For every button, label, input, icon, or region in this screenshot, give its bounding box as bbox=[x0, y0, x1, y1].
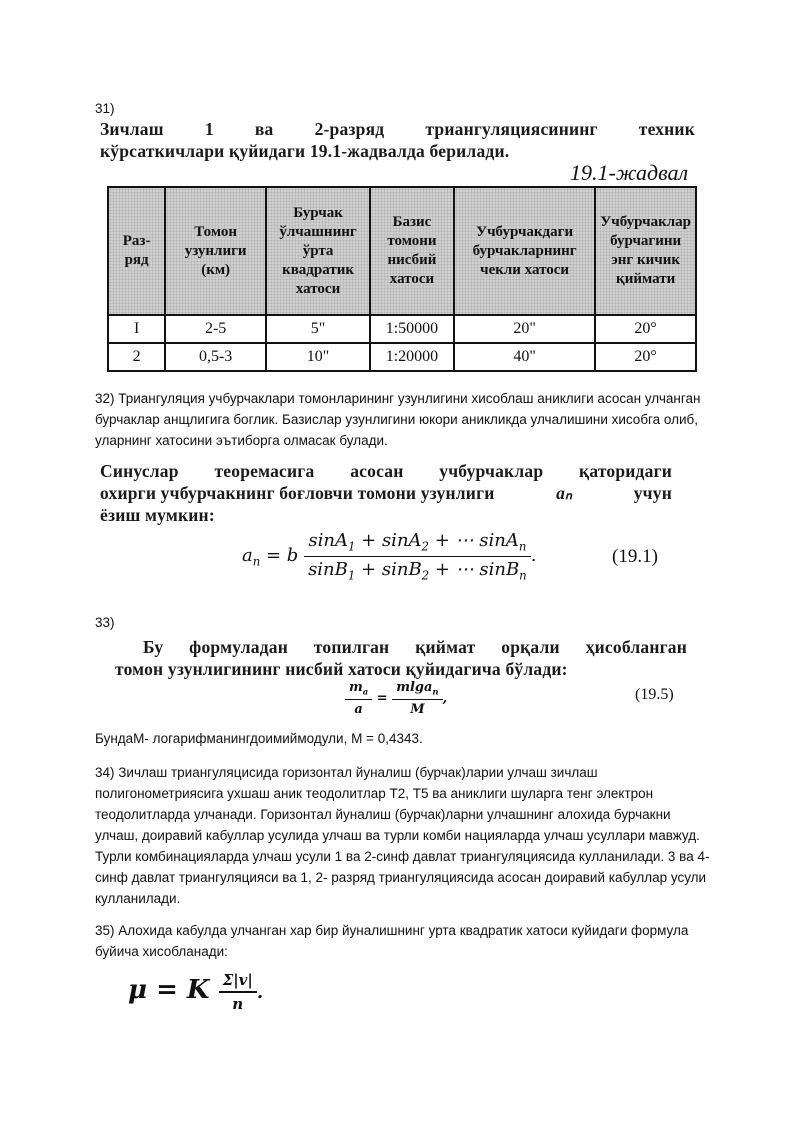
scanned-heading-1-line2: кўрсаткичлари қуйидаги 19.1-жадвалда берилади. bbox=[100, 141, 510, 161]
header-cell: Бурчак ўлчашнинг ўрта квадратик хатоси bbox=[266, 187, 370, 315]
item-number-31: 31) bbox=[95, 101, 115, 116]
header-cell: Раз-ряд bbox=[108, 187, 165, 315]
table-cell: 20° bbox=[595, 343, 696, 371]
formula-19-5: $\frac{m_a}{a}$ = $\frac{mlga_n}{M}$ , bbox=[345, 680, 447, 717]
paragraph-32: 32) Триангуляция учбурчаклари томонларининг узунлигини хисоблаш аниклиги асосан улчанган бурчаклар анщлигига боглик. Базислар узунлигини юкори аникликда улчалишини хисобга олиб, уларнинг хатосини эътиборга олмасак булади. bbox=[95, 391, 701, 448]
header-cell: Базис томони нисбий хатоси bbox=[370, 187, 454, 315]
scanned-text-2-line3: ёзиш мумкин: bbox=[100, 505, 215, 525]
table-caption: 19.1-жадвал bbox=[570, 160, 689, 185]
scanned-heading-1 bbox=[100, 118, 695, 162]
scanned-text-2-line2-end: учун bbox=[633, 483, 672, 503]
scanned-text-2 bbox=[100, 460, 672, 526]
header-cell: Учбурчаклар бурчагини энг кичик қиймати bbox=[595, 187, 696, 315]
table-cell: 0,5-3 bbox=[165, 343, 266, 371]
table-cell: 20° bbox=[595, 315, 696, 343]
scanned-text-2-line2 bbox=[100, 482, 672, 504]
item-number-33: 33) bbox=[95, 615, 115, 630]
table-cell: 20" bbox=[454, 315, 595, 343]
scanned-text-3-line2: томон узунлигининг нисбий хатоси қуйидагича бўлади: bbox=[115, 659, 568, 679]
formula-19-1: $a_n = b$ $\frac{\sin A_1 + \sin A_2 + \cdots \sin A_n}{\sin B_1 + \sin B_2 + \cdots \sin B_n}$ . bbox=[242, 530, 537, 583]
scanned-text-3-line1: Бу формуладан топилган қиймат орқали ҳисобланган bbox=[143, 637, 687, 657]
table-cell: I bbox=[108, 315, 165, 343]
scanned-text-3 bbox=[115, 636, 687, 680]
table-cell: 1:50000 bbox=[370, 315, 454, 343]
equation-label-19-1: (19.1) bbox=[612, 546, 658, 567]
triangulation-table bbox=[107, 186, 697, 372]
scanned-heading-1-line1: Зичлаш 1 ва 2-разряд триангуляциясининг техник bbox=[100, 119, 695, 139]
header-cell: Томон узунлиги (км) bbox=[165, 187, 266, 315]
scanned-text-2-line1: Синуслар теоремасига асосан учбурчаклар қаторидаги bbox=[100, 461, 672, 481]
table-cell: 2-5 bbox=[165, 315, 266, 343]
paragraph-bunda: БундаМ- логарифманингдоимиймодули, М = 0,4343. bbox=[95, 731, 423, 746]
table-cell: 40" bbox=[454, 343, 595, 371]
table-header-row bbox=[108, 187, 696, 315]
table-cell: 1:20000 bbox=[370, 343, 454, 371]
table-cell: 5" bbox=[266, 315, 370, 343]
table-row bbox=[108, 343, 696, 371]
table-cell: 2 bbox=[108, 343, 165, 371]
equation-label-19-5: (19.5) bbox=[635, 686, 674, 703]
formula-mu: μ = K $\frac{\Sigma|v|}{n}$ . bbox=[128, 971, 264, 1013]
scanned-text-2-line2-text: охирги учбурчакнинг боғловчи томони узунлиги bbox=[100, 483, 495, 503]
paragraph-35: 35) Алохида кабулда улчанган хар бир йуналишнинг урта квадратик хатоси куйидаги формула буйича хисобланади: bbox=[95, 923, 689, 959]
table-row bbox=[108, 315, 696, 343]
paragraph-34: 34) Зичлаш триангуляцисида горизонтал йуналиш (бурчак)ларии улчаш зичлаш полигонометриясига ухшаш аник теодолитлар Т2, Т5 ва аниклиги шуларга тенг электрон теодолитларда улчанади. Горизонтал йуналиш (бурчак)ларни улчашнинг алохида бурчакни улчаш, доиравий кабуллар усулида улчаш ва турли комби нацияларда улчаш усуллари мавжуд. Турли комбинацияларда улчаш усули 1 ва 2-синф давлат триангуляциясида кулланилади. 3 ва 4-синф давлат триангуляцияси ва 1, 2- разряд триангуляциясида асосан доиравий кабуллар усули кулланилади. bbox=[95, 765, 710, 906]
table-cell: 10" bbox=[266, 343, 370, 371]
scanned-text-2-var: aₙ bbox=[556, 483, 573, 503]
header-cell: Учбурчакдаги бурчакларнинг чекли хатоси bbox=[454, 187, 595, 315]
